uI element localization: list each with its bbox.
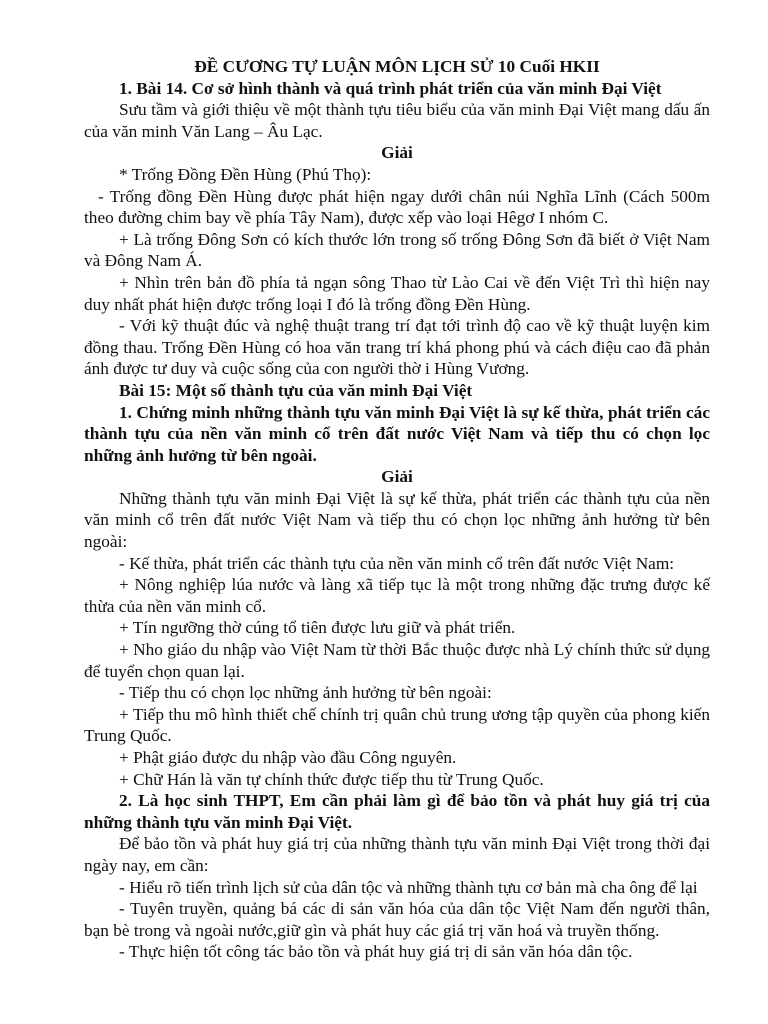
lesson-15-q1-item: + Tín ngưỡng thờ cúng tổ tiên được lưu giữ và phát triển. [119, 618, 516, 638]
lesson-14-question: Sưu tầm và giới thiệu về một thành tựu tiêu biểu của văn minh Đại Việt mang dấu ấn của văn minh Văn Lang – Âu Lạc. [84, 100, 710, 141]
lesson-15-q1-item: + Tiếp thu mô hình thiết chế chính trị quân chủ trung ương tập quyền của phong kiến Trung Quốc. [84, 704, 710, 746]
lesson-15-q1-item: - Kế thừa, phát triển các thành tựu của nền văn minh cổ trên đất nước Việt Nam: [119, 553, 675, 573]
lesson-15-q1-item: + Chữ Hán là văn tự chính thức được tiếp thu từ Trung Quốc. [119, 769, 544, 789]
lesson-15-q1-item: + Phật giáo được du nhập vào đầu Công nguyên. [119, 748, 457, 767]
lesson-14-subject: * Trống Đồng Đền Hùng (Phú Thọ): [119, 164, 372, 184]
lesson-15-q1-item: + Nông nghiệp lúa nước và làng xã tiếp tục là một trong những đặc trưng được kế thừa của nền văn minh cổ. [84, 575, 710, 616]
lesson-14-item: + Nhìn trên bản đồ phía tả ngạn sông Thao từ Lào Cai về đến Việt Trì thì hiện nay duy nhất phát hiện được trống loại I đó là trống đồng Đền Hùng. [84, 272, 710, 314]
lesson-15-q2-intro: Để bảo tồn và phát huy giá trị của những thành tựu văn minh Đại Việt trong thời đại ngày nay, em cần: [84, 834, 710, 875]
document-title: ĐỀ CƯƠNG TỰ LUẬN MÔN LỊCH SỬ 10 Cuối HKII [194, 57, 600, 76]
lesson-14-item: + Là trống Đông Sơn có kích thước lớn trong số trống Đông Sơn đã biết ở Việt Nam và Đông Nam Á. [84, 229, 710, 271]
lesson-14-answer-label: Giải [381, 143, 413, 163]
lesson-15-q1-item: + Nho giáo du nhập vào Việt Nam từ thời Bắc thuộc được nhà Lý chính thức sử dụng để tuyển chọn quan lại. [84, 640, 710, 681]
lesson-14-heading: 1. Bài 14. Cơ sở hình thành và quá trình phát triển của văn minh Đại Việt [119, 78, 662, 98]
lesson-15-q1-item: - Tiếp thu có chọn lọc những ảnh hưởng từ bên ngoài: [119, 683, 492, 703]
lesson-15-q2-item: - Hiểu rõ tiến trình lịch sử của dân tộc và những thành tựu cơ bản mà cha ông để lại [119, 877, 698, 897]
lesson-15-q2-item: - Thực hiện tốt công tác bảo tồn và phát huy giá trị di sản văn hóa dân tộc. [119, 942, 633, 962]
lesson-14-item: - Trống đồng Đền Hùng được phát hiện ngay dưới chân núi Nghĩa Lĩnh (Cách 500m theo đường chim bay về phía Tây Nam), được xếp vào loại Hêgơ I nhóm C. [84, 186, 710, 228]
lesson-15-question-2: 2. Là học sinh THPT, Em cần phải làm gì để bảo tồn và phát huy giá trị của những thành tựu văn minh Đại Việt. [84, 791, 710, 832]
lesson-15-question-1: 1. Chứng minh những thành tựu văn minh Đại Việt là sự kế thừa, phát triển các thành tựu của nền văn minh cổ trên đất nước Việt Nam và tiếp thu có chọn lọc những ảnh hưởng từ bên ngoài. [84, 402, 710, 465]
lesson-15-heading: Bài 15: Một số thành tựu của văn minh Đại Việt [119, 380, 473, 400]
lesson-14-item: - Với kỹ thuật đúc và nghệ thuật trang trí đạt tới trình độ cao về kỹ thuật luyện kim đồng thau. Trống Đền Hùng có hoa văn trang trí khá phong phú và cách điệu cao đã phản ánh được tư duy và cuộc sống của con người thờ i Hùng Vương. [84, 316, 710, 379]
lesson-15-q1-intro: Những thành tựu văn minh Đại Việt là sự kế thừa, phát triển các thành tựu của nền văn minh cổ trên đất nước Việt Nam và tiếp thu có chọn lọc những ảnh hưởng từ bên ngoài: [84, 488, 710, 552]
lesson-15-q2-item: - Tuyên truyền, quảng bá các di sản văn hóa của dân tộc Việt Nam đến người thân, bạn bè trong và ngoài nước,giữ gìn và phát huy các giá trị văn hoá và truyền thống. [84, 899, 710, 940]
lesson-15-answer-label: Giải [381, 467, 413, 487]
document-content [84, 56, 710, 963]
